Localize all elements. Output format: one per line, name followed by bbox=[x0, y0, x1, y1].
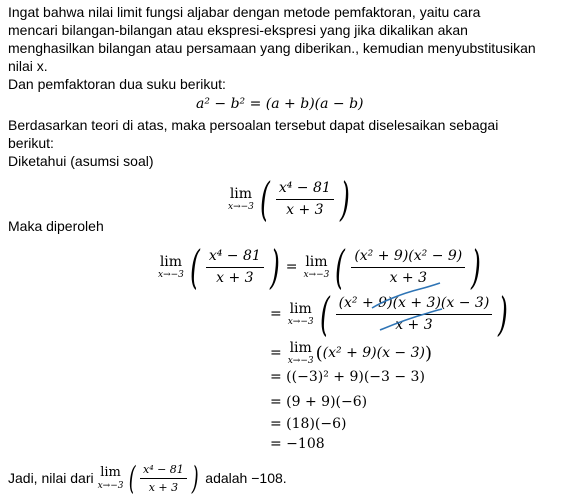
limit-operator: lim x→−3 bbox=[287, 301, 314, 327]
conclusion-prefix: Jadi, nilai dari bbox=[8, 470, 94, 486]
difference-of-squares-identity bbox=[196, 96, 364, 112]
intro-line-2: mencari bilangan-bilangan atau ekspresi-ekspresi yang jika dikalikan akan bbox=[8, 22, 468, 38]
limit-operator: lim x→−3 bbox=[158, 254, 184, 280]
step-4: = ((−3)² + 9)(−3 − 3) bbox=[270, 369, 425, 385]
cancelled-factor: (x + 3) bbox=[392, 294, 441, 311]
intro-line-4: nilai x. bbox=[8, 58, 48, 74]
limit-operator: lim x→−3 bbox=[287, 340, 314, 366]
cancelled-denominator: x + 3 bbox=[395, 316, 433, 333]
intro-line-3: menghasilkan bilangan atau persamaan yang diberikan., kemudian menyubstitusikan bbox=[8, 40, 536, 56]
original-fraction: $\frac{\text{x⁴ − 81}}{x + 3}$ bbox=[204, 248, 266, 287]
obtained-label: Maka diperoleh bbox=[8, 218, 104, 234]
factor-intro: Dan pemfaktoran dua suku berikut: bbox=[8, 76, 226, 92]
step-6: = (18)(−6) bbox=[270, 416, 347, 432]
step-1: lim x→−3 ( $\frac{\text{x⁴ − 81}}{x + 3}$ ) = lim x→−3 ( $\frac{\text{(x² + 9)(x² − 9)}}{x + 3}$ ) bbox=[158, 240, 482, 294]
step-5: = (9 + 9)(−6) bbox=[270, 394, 368, 410]
limit-operator: lim x→−3 bbox=[303, 254, 330, 280]
step-2: = lim x→−3 ( $\frac{\text{(x² + 9)(x + 3)(x − 3)}}{x + 3}$ ) bbox=[270, 287, 509, 341]
theory-line-2: berikut: bbox=[8, 135, 54, 151]
limit-operator: lim x→−3 bbox=[228, 186, 254, 212]
step-7: = −108 bbox=[270, 436, 325, 452]
identity-rhs: (a + b)(a − b) bbox=[265, 96, 364, 112]
step-3: = lim x→−3 ( (x² + 9)(x − 3) ) bbox=[270, 340, 433, 366]
factored-fraction: $\frac{\text{(x² + 9)(x² − 9)}}{x + 3}$ bbox=[349, 248, 467, 287]
conclusion-suffix: adalah −108. bbox=[205, 470, 287, 486]
conclusion bbox=[8, 459, 287, 497]
identity-lhs: a² − b² = bbox=[196, 96, 266, 112]
given-fraction: $\frac{\text{x⁴ − 81}}{x + 3}$ bbox=[274, 180, 336, 219]
intro-line-1: Ingat bahwa nilai limit fungsi aljabar dengan metode pemfaktoran, yaitu cara bbox=[8, 4, 481, 20]
conclusion-limit: lim x→−3 ( $\frac{\text{x⁴ − 81}}{x + 3}$ ) bbox=[97, 459, 199, 497]
theory-line-1: Berdasarkan teori di atas, maka persoalan tersebut dapat diselesaikan sebagai bbox=[8, 117, 499, 133]
given-limit: lim x→−3 ( $\frac{\text{x⁴ − 81}}{x + 3}$ ) bbox=[228, 172, 350, 226]
given-label: Diketahui (asumsi soal) bbox=[8, 153, 154, 169]
cancel-fraction: $\frac{\text{(x² + 9)(x + 3)(x − 3)}}{x + 3}$ bbox=[334, 295, 495, 334]
